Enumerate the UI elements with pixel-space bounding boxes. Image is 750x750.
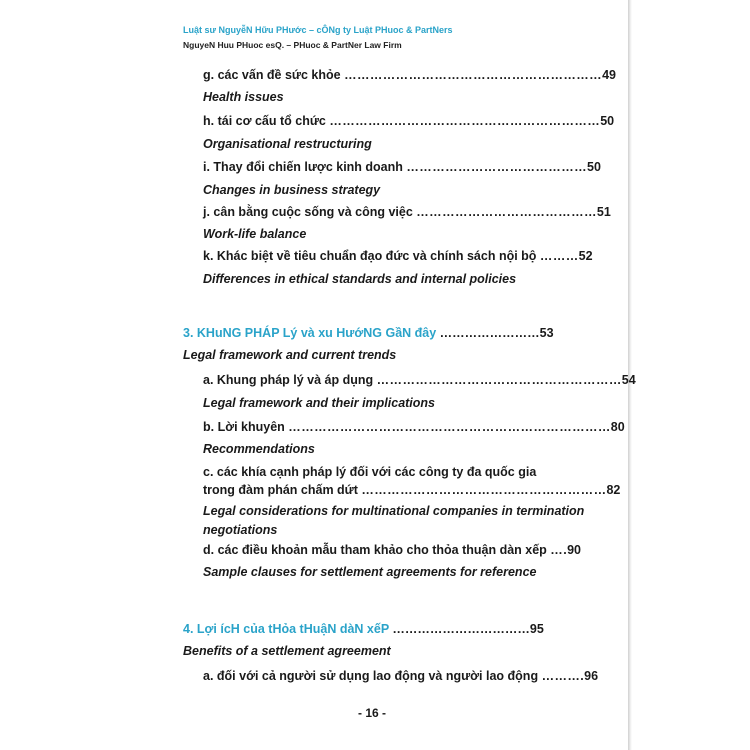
- toc-entry-4a[interactable]: [203, 669, 598, 683]
- toc-page-number: 50: [600, 114, 615, 128]
- toc-page-number: 51: [596, 205, 611, 219]
- toc-page-number: 49: [602, 68, 616, 82]
- toc-section-3-english: Legal framework and current trends: [183, 348, 397, 362]
- running-header-english: NguyeN Huu PHuoc esQ. – PHuoc & PartNer Law Firm: [183, 40, 402, 50]
- toc-page-number: 50: [587, 160, 601, 174]
- toc-entry-g[interactable]: [203, 68, 616, 82]
- toc-page-number: 96: [584, 669, 599, 683]
- toc-entry-3d-english: Sample clauses for settlement agreements for reference: [203, 565, 537, 579]
- running-header-vietnamese: Luật sư NguyễN Hữu PHước – cÔNg ty Luật PHuoc & PartNers: [183, 25, 453, 35]
- page-number: - 16 -: [358, 706, 387, 720]
- toc-entry-title: a. đối với cả người sử dụng lao động và người lao động: [203, 669, 539, 683]
- toc-entry-title: g. các vấn đề sức khỏe: [203, 68, 341, 82]
- toc-entry-title: b. Lời khuyên: [203, 420, 285, 434]
- toc-leader-dots: ……………………………………: [406, 160, 587, 174]
- toc-entry-h[interactable]: [203, 114, 614, 128]
- toc-entry-g-english: Health issues: [203, 90, 284, 104]
- toc-page-number: 52: [578, 249, 593, 263]
- toc-leader-dots: ……………………………………: [416, 205, 597, 219]
- toc-entry-3c-english-line2: negotiations: [203, 523, 278, 537]
- toc-leader-dots: …………………………………………………: [361, 483, 607, 497]
- toc-entry-title: a. Khung pháp lý và áp dụng: [203, 373, 374, 387]
- section-title: 4. Lợi ícH của tHỏa tHuậN dàN xếP: [183, 622, 389, 636]
- toc-leader-dots: …………………………………………………………………: [288, 420, 611, 434]
- toc-leader-dots: …………………………………………………: [376, 373, 622, 387]
- toc-entry-j[interactable]: [203, 205, 611, 219]
- toc-section-3-heading[interactable]: [183, 326, 554, 340]
- toc-leader-dots: ……………………………: [392, 622, 530, 636]
- toc-entry-3d[interactable]: [203, 543, 581, 557]
- toc-entry-3a[interactable]: [203, 373, 636, 387]
- toc-entry-title: k. Khác biệt về tiêu chuẩn đạo đức và chính sách nội bộ: [203, 249, 537, 263]
- section-title: 3. KHuNG PHÁP Lý và xu HướNG GầN đây: [183, 326, 437, 340]
- toc-page-number: 80: [610, 420, 625, 434]
- toc-entry-title: i. Thay đổi chiến lược kinh doanh: [203, 160, 403, 174]
- toc-entry-k-english: Differences in ethical standards and internal policies: [203, 272, 517, 286]
- toc-entry-i-english: Changes in business strategy: [203, 183, 381, 197]
- toc-entry-title: trong đàm phán chấm dứt: [203, 483, 358, 497]
- toc-leader-dots: ……………………………………………………: [344, 68, 603, 82]
- toc-entry-k[interactable]: [203, 249, 593, 263]
- toc-entry-3c-line1[interactable]: c. các khía cạnh pháp lý đối với các công ty đa quốc gia: [203, 465, 537, 479]
- toc-entry-title: d. các điều khoản mẫu tham khảo cho thỏa thuận dàn xếp: [203, 543, 547, 557]
- toc-entry-3a-english: Legal framework and their implications: [203, 396, 436, 410]
- toc-page-number: 90: [567, 543, 581, 557]
- toc-entry-i[interactable]: [203, 160, 601, 174]
- toc-entry-3b[interactable]: [203, 420, 625, 434]
- toc-entry-title: h. tái cơ cấu tổ chức: [203, 114, 326, 128]
- toc-section-4-english: Benefits of a settlement agreement: [183, 644, 391, 658]
- toc-entry-3c-english-line1: Legal considerations for multinational companies in termination: [203, 504, 585, 518]
- toc-section-4-heading[interactable]: [183, 622, 544, 636]
- toc-entry-3c[interactable]: [203, 483, 620, 497]
- toc-leader-dots: ……………………: [439, 326, 540, 340]
- toc-page-number: 95: [529, 622, 544, 636]
- toc-page-number: 82: [606, 483, 621, 497]
- toc-page-number: 53: [539, 326, 554, 340]
- toc-leader-dots: ………………………………………………………: [329, 114, 601, 128]
- toc-entry-3b-english: Recommendations: [203, 442, 315, 456]
- toc-leader-dots: ….: [550, 543, 568, 557]
- toc-entry-h-english: Organisational restructuring: [203, 137, 372, 151]
- toc-entry-j-english: Work-life balance: [203, 227, 307, 241]
- toc-leader-dots: ……….: [541, 669, 585, 683]
- toc-leader-dots: ………: [539, 249, 579, 263]
- toc-entry-title: j. cân bằng cuộc sống và công việc: [203, 205, 413, 219]
- toc-page-number: 54: [621, 373, 636, 387]
